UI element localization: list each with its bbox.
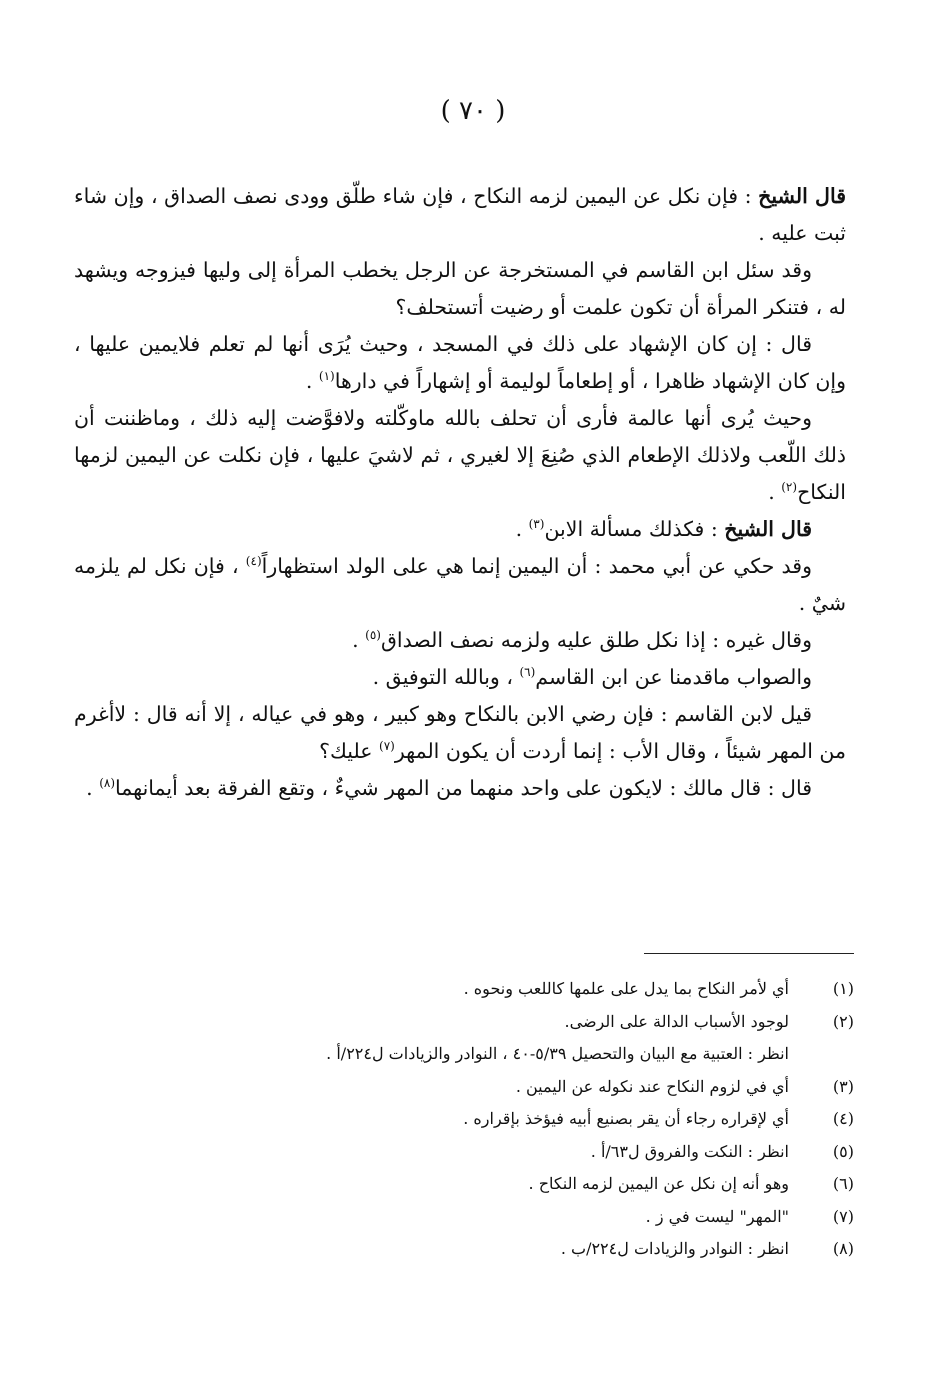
footnote-6 xyxy=(234,1168,854,1201)
footnote-number: (٢) xyxy=(832,1011,854,1031)
paragraph-4 xyxy=(74,400,846,511)
footnote-5 xyxy=(234,1136,854,1169)
footnote-ref: (٦) xyxy=(519,665,536,680)
paragraph-text: : فكذلك مسألة الابن xyxy=(544,517,725,541)
footnote-text: انظر : النكت والفروق ل٦٣/أ . xyxy=(590,1141,789,1161)
footnote-text: أي في لزوم النكاح عند نكوله عن اليمين . xyxy=(515,1076,789,1096)
paragraph-10 xyxy=(74,770,846,807)
footnote-number: (٤) xyxy=(832,1109,854,1128)
paragraph-1 xyxy=(74,178,846,252)
paragraph-text: وقد حكي عن أبي محمد : أن اليمين إنما هي على الولد استظهاراً xyxy=(261,554,812,578)
footnote-2 xyxy=(234,1006,854,1039)
footnote-8 xyxy=(234,1233,854,1266)
footnote-number: (٨) xyxy=(832,1239,854,1258)
footnote-number: (٧) xyxy=(832,1206,854,1226)
footnote-number: (١) xyxy=(832,979,854,998)
footnote-ref: (١) xyxy=(318,369,335,384)
paragraph-text: قال : قال مالك : لايكون على واحد منهما من المهر شيءٌ ، وتقع الفرقة بعد أيمانهما xyxy=(115,776,812,800)
paragraph-text-tail: . xyxy=(305,369,319,393)
footnote-ref: (٨) xyxy=(99,776,116,791)
paragraph-3 xyxy=(74,326,846,400)
main-text xyxy=(74,178,846,807)
footnote-ref: (٧) xyxy=(379,739,395,754)
footnote-number: (٥) xyxy=(832,1141,854,1161)
footnote-3 xyxy=(234,1071,854,1104)
speaker-label: قال الشيخ xyxy=(758,184,846,208)
paragraph-text: قيل لابن القاسم : فإن رضي الابن بالنكاح وهو كبير ، وهو في عياله ، إلا أنه قال : لاأغرم من المهر شيئاً ، وقال الأب : إنما أردت أن يكون المهر xyxy=(74,702,846,763)
paragraph-text-tail: . xyxy=(86,776,100,800)
paragraph-text: وقال غيره : إذا نكل طلق عليه ولزمه نصف الصداق xyxy=(380,628,812,652)
footnote-ref: (٣) xyxy=(528,517,545,532)
paragraph-text-tail: ، وبالله التوفيق . xyxy=(372,665,520,689)
footnote-2-continuation: انظر : العتبية مع البيان والتحصيل ٥/٣٩-٤٠ ، النوادر والزيادات ل٢٢٤/أ . xyxy=(326,1044,789,1063)
paragraph-text: والصواب ماقدمنا عن ابن القاسم xyxy=(535,665,812,689)
paragraph-8 xyxy=(74,659,846,696)
footnote-ref: (٢) xyxy=(781,480,798,495)
footnote-text: "المهر" ليست في ز . xyxy=(645,1206,789,1226)
footnote-1 xyxy=(234,973,854,1006)
footnote-text: أي لأمر النكاح بما يدل على علمها كاللعب ونحوه . xyxy=(463,979,789,998)
paragraph-text-tail: عليك؟ xyxy=(319,739,379,763)
paragraph-6 xyxy=(74,548,846,622)
paragraph-5 xyxy=(74,511,846,548)
footnote-text: أي لإقراره رجاء أن يقر بصنيع أبيه فيؤخذ بإقراره . xyxy=(463,1109,789,1128)
footnote-4 xyxy=(234,1103,854,1136)
paragraph-7 xyxy=(74,622,846,659)
footnote-text: انظر : النوادر والزيادات ل٢٢٤/ب . xyxy=(560,1239,789,1258)
speaker-label: قال الشيخ xyxy=(724,517,812,541)
footnote-text: وهو أنه إن نكل عن اليمين لزمه النكاح . xyxy=(528,1174,789,1193)
paragraph-2 xyxy=(74,252,846,326)
footnote-ref: (٤) xyxy=(245,554,262,569)
footnote-number: (٣) xyxy=(832,1076,854,1096)
footnote-ref: (٥) xyxy=(365,628,381,643)
paragraph-text-tail: . xyxy=(515,517,529,541)
page-number: ( ٧٠ ) xyxy=(440,96,506,126)
paragraph-text: وقد سئل ابن القاسم في المستخرجة عن الرجل يخطب المرأة إلى وليها فيزوجه ويشهد له ، فتنكر المرأة أن تكون علمت أو رضيت أتستحلف؟ xyxy=(74,258,846,319)
paragraph-text-tail: . xyxy=(768,480,782,504)
paragraph-text: : فإن نكل عن اليمين لزمه النكاح ، فإن شاء طلّق وودى نصف الصداق ، وإن شاء ثبت عليه . xyxy=(74,184,846,245)
paragraph-text: وحيث يُرى أنها عالمة فأرى أن تحلف بالله ماوكّلته ولافوَّضت إليه ذلك ، وماظننت أن ذلك اللّعب ولاذلك الإطعام الذي صُنِعَ إلا لغيري ، ثم لاشيَ عليها ، فإن نكلت عن اليمين لزمها النكاح xyxy=(74,406,846,504)
paragraph-text: قال : إن كان الإشهاد على ذلك في المسجد ، وحيث يُرَى أنها لم تعلم فلايمين عليها ، وإن كان الإشهاد ظاهرا ، أو إطعاماً لوليمة أو إشهاراً في دارها xyxy=(74,332,846,393)
footnote-number: (٦) xyxy=(832,1174,854,1193)
footnotes xyxy=(234,973,854,1266)
footnote-text: لوجود الأسباب الدالة على الرضى. xyxy=(564,1011,789,1031)
paragraph-text-tail: ، فإن نكل لم يلزمه شيٌ . xyxy=(74,554,846,615)
footnote-7 xyxy=(234,1201,854,1234)
paragraph-9 xyxy=(74,696,846,770)
paragraph-text-tail: . xyxy=(352,628,366,652)
footnote-divider xyxy=(644,953,854,954)
